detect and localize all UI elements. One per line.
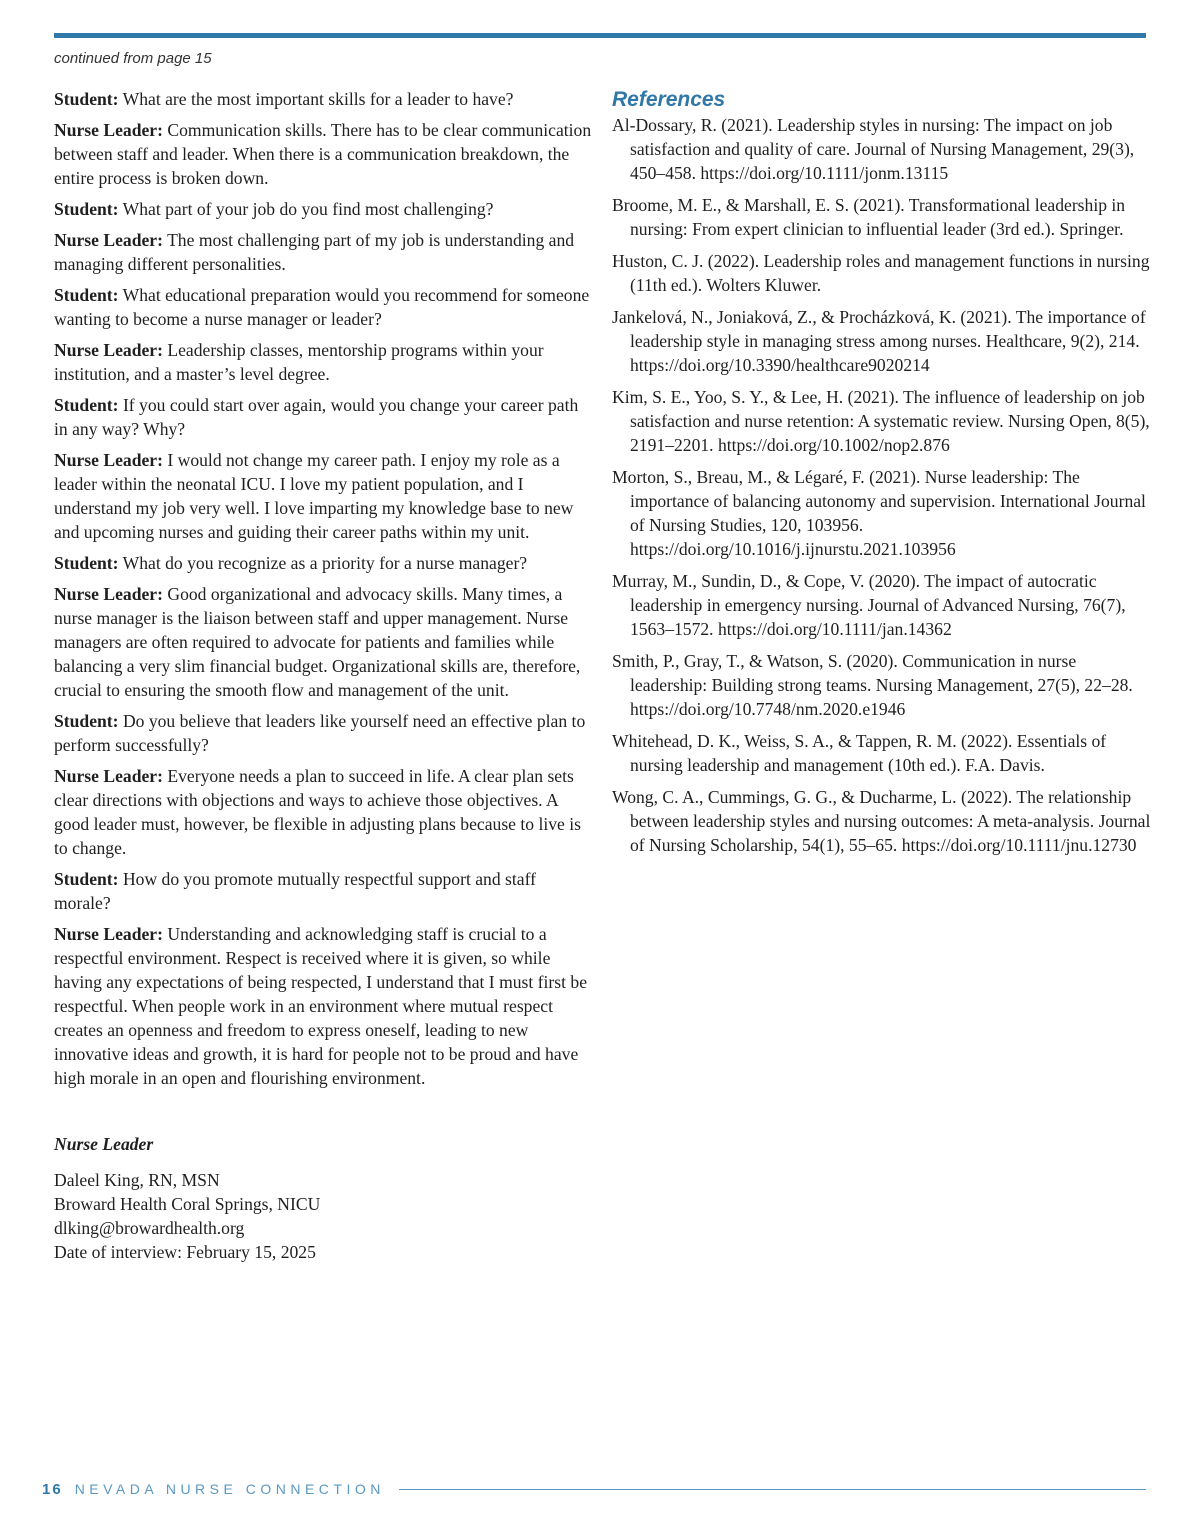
nurse-leader-info	[54, 1132, 594, 1264]
interview-entry	[54, 393, 594, 441]
speaker-label: Nurse Leader:	[54, 230, 163, 250]
entry-text: If you could start over again, would you change your career path in any way? Why?	[54, 395, 579, 439]
speaker-label: Nurse Leader:	[54, 340, 163, 360]
reference-item: Al-Dossary, R. (2021). Leadership styles in nursing: The impact on job satisfaction and quality of care. Journal of Nursing Management, 29(3), 450–458. https://doi.org/10.1111/jonm.13115	[612, 115, 1135, 183]
interview-entry	[54, 338, 594, 386]
interview-entry	[54, 709, 594, 757]
speaker-label: Nurse Leader:	[54, 584, 163, 604]
entry-text: What educational preparation would you recommend for someone wanting to become a nurse manager or leader?	[54, 285, 590, 329]
entry-text: What are the most important skills for a leader to have?	[122, 89, 514, 109]
entry-text: The most challenging part of my job is understanding and managing different personalities.	[54, 230, 575, 274]
reference-item: Smith, P., Gray, T., & Watson, S. (2020). Communication in nurse leadership: Building strong teams. Nursing Management, 27(5), 22–28. https://doi.org/10.7748/nm.2020.e1946	[612, 651, 1133, 719]
entry-text: Leadership classes, mentorship programs within your institution, and a master’s level degree.	[54, 340, 544, 384]
nurse-leader-name: Daleel King, RN, MSN	[54, 1170, 220, 1190]
interview-entry	[54, 87, 594, 111]
interview-date: Date of interview: February 15, 2025	[54, 1242, 316, 1262]
interview-entry	[54, 764, 594, 860]
interview-column	[54, 87, 594, 1264]
speaker-label: Nurse Leader:	[54, 120, 163, 140]
entry-text: Do you believe that leaders like yourself need an effective plan to perform successfully?	[54, 711, 586, 755]
reference-item: Whitehead, D. K., Weiss, S. A., & Tappen, R. M. (2022). Essentials of nursing leadership and management (10th ed.). F.A. Davis.	[612, 731, 1107, 775]
speaker-label: Student:	[54, 553, 119, 573]
nurse-leader-email: dlking@browardhealth.org	[54, 1218, 245, 1238]
interview-entry	[54, 582, 594, 702]
references-column	[612, 87, 1152, 865]
publication-name: NEVADA NURSE CONNECTION	[74, 1481, 385, 1497]
reference-item: Huston, C. J. (2022). Leadership roles and management functions in nursing (11th ed.). Wolters Kluwer.	[612, 251, 1150, 295]
entry-text: I would not change my career path. I enjoy my role as a leader within the neonatal ICU. I love my patient population, and I understand my job very well. I love imparting my knowledge base to new and upcoming nurses and guiding their career paths within my unit.	[54, 450, 574, 542]
continued-note: continued from page 15	[54, 50, 212, 67]
speaker-label: Nurse Leader:	[54, 924, 163, 944]
speaker-label: Nurse Leader:	[54, 766, 163, 786]
interview-entry	[54, 118, 594, 190]
speaker-label: Student:	[54, 869, 119, 889]
entry-text: Everyone needs a plan to succeed in life. A clear plan sets clear directions with objections and ways to achieve those objectives. A good leader must, however, be flexible in adjusting plans because to live is to change.	[54, 766, 581, 858]
nurse-leader-heading: Nurse Leader	[54, 1134, 154, 1154]
reference-item: Wong, C. A., Cummings, G. G., & Ducharme, L. (2022). The relationship between leadership styles and nursing outcomes: A meta-analysis. Journal of Nursing Scholarship, 54(1), 55–65. https://doi.org/10.1111/jnu.12730	[612, 787, 1151, 855]
reference-item: Broome, M. E., & Marshall, E. S. (2021). Transformational leadership in nursing: From expert clinician to influential leader (3rd ed.). Springer.	[612, 195, 1126, 239]
top-rule	[54, 33, 1146, 38]
speaker-label: Student:	[54, 89, 119, 109]
entry-text: Understanding and acknowledging staff is crucial to a respectful environment. Respect is received where it is given, so while having any expectations of being respected, I understand that I must first be respectful. When people work in an environment where mutual respect creates an openness and freedom to express oneself, leading to new innovative ideas and growth, it is hard for people not to be proud and have high morale in an open and flourishing environment.	[54, 924, 588, 1088]
entry-text: How do you promote mutually respectful support and staff morale?	[54, 869, 536, 913]
interview-entry	[54, 922, 594, 1090]
speaker-label: Student:	[54, 285, 119, 305]
speaker-label: Student:	[54, 395, 119, 415]
interview-entry	[54, 197, 594, 221]
speaker-label: Student:	[54, 199, 119, 219]
interview-entry	[54, 448, 594, 544]
page-footer	[42, 1478, 1146, 1500]
interview-entry	[54, 283, 594, 331]
reference-item: Kim, S. E., Yoo, S. Y., & Lee, H. (2021). The influence of leadership on job satisfaction and nurse retention: A systematic review. Nursing Open, 8(5), 2191–2201. https://doi.org/10.1002/nop2.876	[612, 387, 1150, 455]
speaker-label: Student:	[54, 711, 119, 731]
interview-entry	[54, 228, 594, 276]
interview-entry	[54, 867, 594, 915]
entry-text: Good organizational and advocacy skills. Many times, a nurse manager is the liaison between staff and upper management. Nurse managers are often required to advocate for patients and families while balancing a very slim financial budget. Organizational skills are, therefore, crucial to ensuring the smooth flow and management of the unit.	[54, 584, 581, 700]
page-number: 16	[42, 1480, 63, 1498]
speaker-label: Nurse Leader:	[54, 450, 163, 470]
references-heading: References	[612, 88, 726, 111]
entry-text: What do you recognize as a priority for a nurse manager?	[122, 553, 528, 573]
reference-item: Morton, S., Breau, M., & Légaré, F. (2021). Nurse leadership: The importance of balancing autonomy and supervision. International Journal of Nursing Studies, 120, 103956. https://doi.org/10.1016/j.ijnurstu.2021.103956	[612, 467, 1146, 559]
interview-entry	[54, 551, 594, 575]
reference-item: Murray, M., Sundin, D., & Cope, V. (2020). The impact of autocratic leadership in emergency nursing. Journal of Advanced Nursing, 76(7), 1563–1572. https://doi.org/10.1111/jan.14362	[612, 571, 1126, 639]
footer-rule	[399, 1489, 1146, 1490]
entry-text: Communication skills. There has to be clear communication between staff and leader. When there is a communication breakdown, the entire process is broken down.	[54, 120, 592, 188]
entry-text: What part of your job do you find most challenging?	[122, 199, 494, 219]
nurse-leader-org: Broward Health Coral Springs, NICU	[54, 1194, 321, 1214]
reference-item: Jankelová, N., Joniaková, Z., & Procházková, K. (2021). The importance of leadership style in managing stress among nurses. Healthcare, 9(2), 214. https://doi.org/10.3390/healthcare9020214	[612, 307, 1146, 375]
